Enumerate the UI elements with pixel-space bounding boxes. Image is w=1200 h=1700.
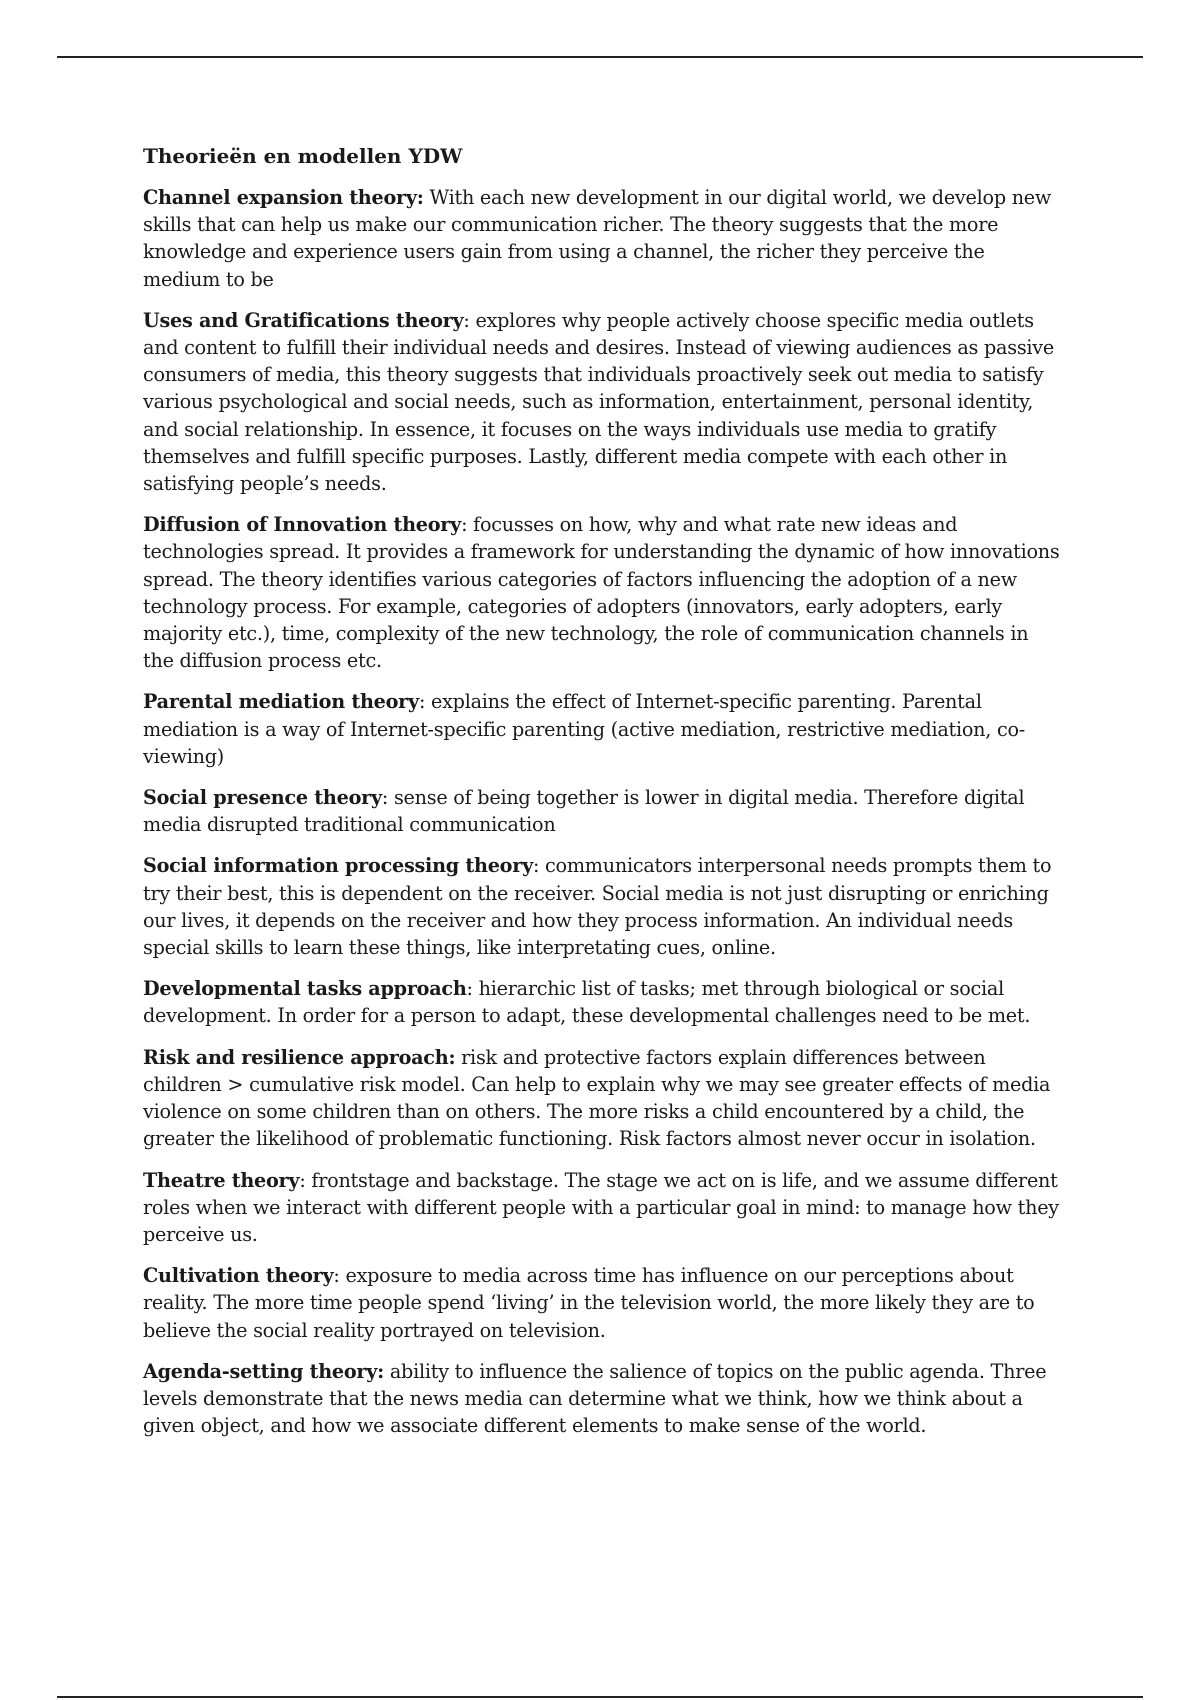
theory-description: With each new development in our digital world, we develop new skills that can help us make our communication richer. The theory suggests that the more knowledge and experience users gain from using a channel, the richer they perceive the medium to be <box>143 186 1052 291</box>
document-title: Theorieën en modellen YDW <box>143 144 463 168</box>
header-rule <box>57 56 1143 58</box>
theory-term: Social information processing theory <box>143 854 533 878</box>
theory-description: : communicators interpersonal needs prompts them to try their best, this is dependent on the receiver. Social media is not just disrupting or enriching our lives, it depends on the receiver and how they process information. An individual needs special skills to learn these things, like interpretating cues, online. <box>143 854 1052 960</box>
theory-term: Parental mediation theory <box>143 690 419 714</box>
theory-entry <box>143 307 1063 497</box>
theory-description: risk and protective factors explain differences between children > cumulative risk model. Can help to explain why we may see greater effects of media violence on some children than on others. The more risks a child encountered by a child, the greater the likelihood of problematic functioning. Risk factors almost never occur in isolation. <box>143 1045 1051 1151</box>
theory-term: Developmental tasks approach <box>143 977 467 1001</box>
theory-term: Risk and resilience approach: <box>143 1045 456 1069</box>
theory-term: Uses and Gratifications theory <box>143 308 464 332</box>
document-body <box>143 143 1063 1453</box>
theory-description: ability to influence the salience of topics on the public agenda. Three levels demonstrate that the news media can determine what we think, how we think about a given object, and how we associate different elements to make sense of the world. <box>143 1359 1047 1438</box>
theory-entry <box>143 688 1063 770</box>
theory-term: Social presence theory <box>143 786 382 810</box>
theory-entry <box>143 852 1063 961</box>
theory-description: : exposure to media across time has influence on our perceptions about reality. The more time people spend ‘living’ in the television world, the more likely they are to believe the social reality portrayed on television. <box>143 1264 1035 1342</box>
theory-description: : sense of being together is lower in digital media. Therefore digital media disrupted traditional communication <box>143 786 1025 837</box>
theory-term: Cultivation theory <box>143 1264 334 1288</box>
theory-entry <box>143 1358 1063 1440</box>
theory-entry <box>143 1167 1063 1249</box>
theory-description: : frontstage and backstage. The stage we act on is life, and we assume different roles when we interact with different people with a particular goal in mind: to manage how they perceive us. <box>143 1168 1059 1246</box>
footer-rule <box>57 1696 1143 1698</box>
theory-description: : explains the effect of Internet-specific parenting. Parental mediation is a way of Internet-specific parenting (active mediation, restrictive mediation, co-viewing) <box>143 690 1026 768</box>
theory-term: Agenda-setting theory: <box>143 1359 385 1383</box>
theory-entry <box>143 784 1063 838</box>
theory-term: Channel expansion theory: <box>143 186 424 209</box>
theory-term: Theatre theory <box>143 1168 300 1192</box>
theory-entry <box>143 184 1063 293</box>
theory-term: Diffusion of Innovation theory <box>143 513 462 537</box>
theory-entry <box>143 975 1063 1029</box>
theory-entry <box>143 511 1063 674</box>
theory-entry <box>143 1262 1063 1344</box>
theory-description: : focusses on how, why and what rate new ideas and technologies spread. It provides a framework for understanding the dynamic of how innovations spread. The theory identifies various categories of factors influencing the adoption of a new technology process. For example, categories of adopters (innovators, early adopters, early majority etc.), time, complexity of the new technology, the role of communication channels in the diffusion process etc. <box>143 513 1060 673</box>
theory-entry <box>143 1044 1063 1153</box>
theory-description: : explores why people actively choose specific media outlets and content to fulfill their individual needs and desires. Instead of viewing audiences as passive consumers of media, this theory suggests that individuals proactively seek out media to satisfy various psychological and social needs, such as information, entertainment, personal identity, and social relationship. In essence, it focuses on the ways individuals use media to gratify themselves and fulfill specific purposes. Lastly, different media compete with each other in satisfying people’s needs. <box>143 308 1055 496</box>
theory-description: : hierarchic list of tasks; met through biological or social development. In order for a person to adapt, these developmental challenges need to be met. <box>143 977 1031 1028</box>
